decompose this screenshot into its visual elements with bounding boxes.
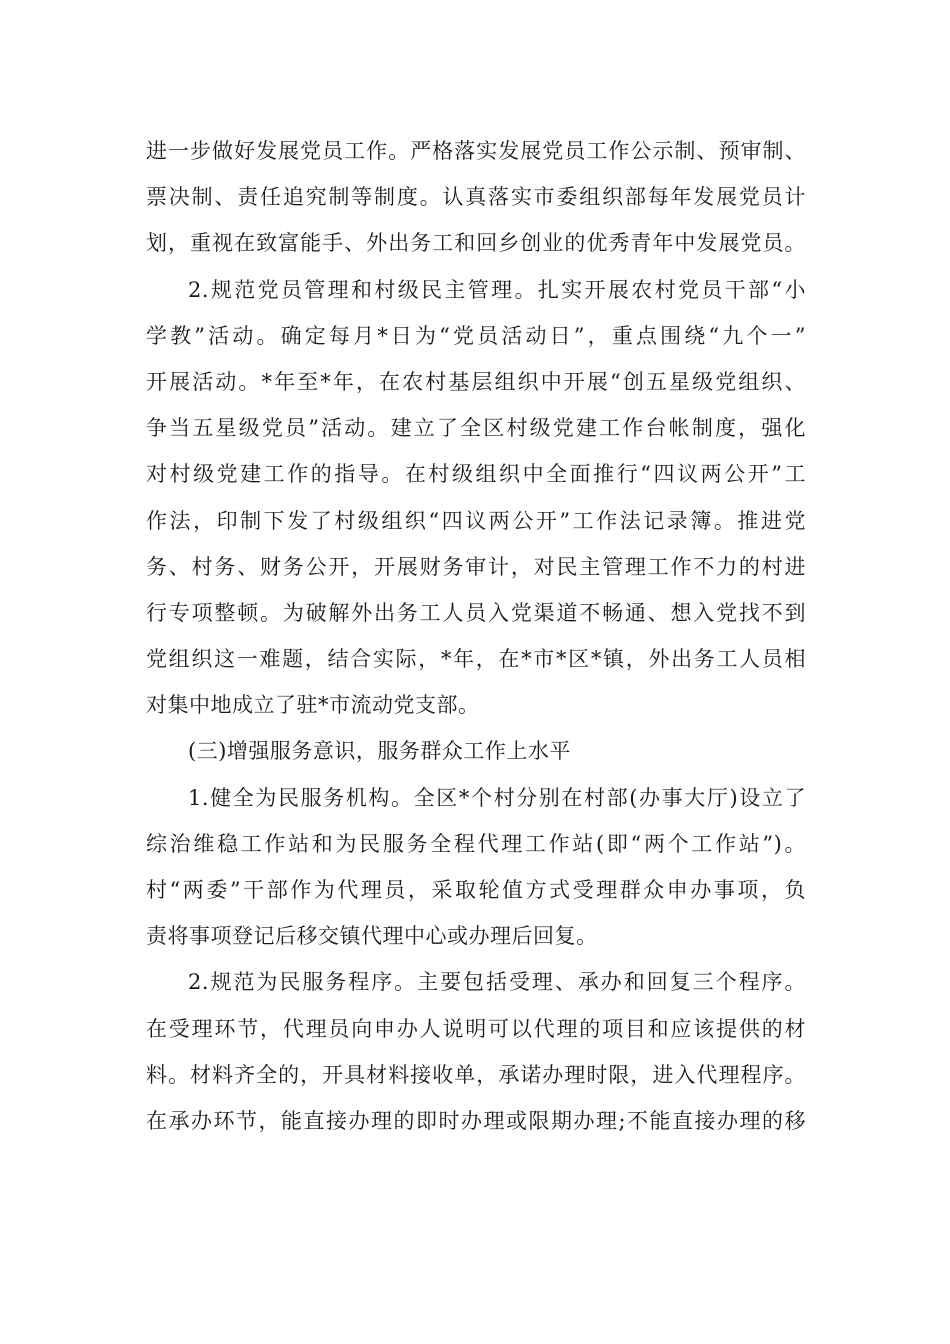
text-line: 开展活动。*年至*年，在农村基层组织中开展“创五星级党组织、 xyxy=(146,369,806,394)
text-line: 村“两委”干部作为代理员，采取轮值方式受理群众申办事项，负 xyxy=(146,878,806,902)
text-line: 对村级党建工作的指导。在村级组织中全面推行“四议两公开”工 xyxy=(146,462,806,487)
text-line: 在受理环节，代理员向申办人说明可以代理的项目和应该提供的材 xyxy=(146,1016,806,1041)
text-line: 进一步做好发展党员工作。严格落实发展党员工作公示制、预审制、 xyxy=(146,139,806,163)
text-line: 票决制、责任追究制等制度。认真落实市委组织部每年发展党员计 xyxy=(146,185,806,210)
paragraph-first-line: 2.规范为民服务程序。主要包括受理、承办和回复三个程序。 xyxy=(188,970,806,995)
text-line: 作法，印制下发了村级组织“四议两公开”工作法记录簿。推进党 xyxy=(146,508,806,533)
paragraph-last-line: 对集中地成立了驻*市流动党支部。 xyxy=(146,693,480,718)
text-line: 料。材料齐全的，开具材料接收单，承诺办理时限，进入代理程序。 xyxy=(146,1062,806,1087)
text-line: 争当五星级党员”活动。建立了全区村级党建工作台帐制度，强化 xyxy=(146,416,806,441)
text-line: 党组织这一难题，结合实际，*年，在*市*区*镇，外出务工人员相 xyxy=(146,647,806,672)
text-line: 在承办环节，能直接办理的即时办理或限期办理;不能直接办理的移 xyxy=(146,1108,806,1133)
paragraph-last-line: 责将事项登记后移交镇代理中心或办理后回复。 xyxy=(146,924,598,949)
text-line: 划，重视在致富能手、外出务工和回乡创业的优秀青年中发展党员。 xyxy=(146,231,806,256)
section-heading: (三)增强服务意识，服务群众工作上水平 xyxy=(188,739,571,764)
text-line: 务、村务、财务公开，开展财务审计，对民主管理工作不力的村进 xyxy=(146,554,806,579)
text-line: 行专项整顿。为破解外出务工人员入党渠道不畅通、想入党找不到 xyxy=(146,600,806,625)
paragraph-first-line: 1.健全为民服务机构。全区*个村分别在村部(办事大厅)设立了 xyxy=(188,785,806,810)
document-body xyxy=(146,128,806,1144)
text-line: 综治维稳工作站和为民服务全程代理工作站(即“两个工作站”)。 xyxy=(146,831,806,856)
text-line: 学教”活动。确定每月*日为“党员活动日”，重点围绕“九个一” xyxy=(146,323,806,348)
paragraph-first-line: 2.规范党员管理和村级民主管理。扎实开展农村党员干部“小 xyxy=(188,277,806,302)
